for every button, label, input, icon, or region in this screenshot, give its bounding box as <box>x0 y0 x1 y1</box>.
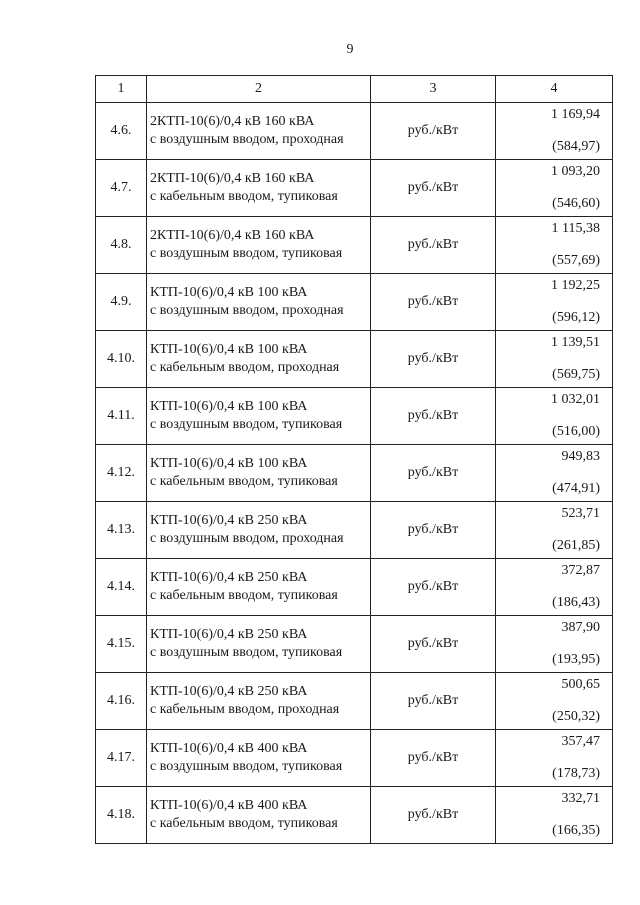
item-description-line1: КТП-10(6)/0,4 кВ 250 кВА <box>150 684 308 699</box>
item-price-value: 387,90 <box>561 620 600 635</box>
table-row <box>96 331 613 388</box>
item-price-alt-value: (186,43) <box>552 595 600 610</box>
table-row <box>96 160 613 217</box>
item-description <box>147 616 371 673</box>
item-description-line1: 2КТП-10(6)/0,4 кВ 160 кВА <box>150 228 315 243</box>
page-number: 9 <box>346 42 354 57</box>
item-price <box>496 730 613 787</box>
item-price-alt-value: (516,00) <box>552 424 600 439</box>
item-number: 4.12. <box>96 445 147 502</box>
item-description-line2: с воздушным вводом, тупиковая <box>150 645 343 660</box>
item-price-value: 1 169,94 <box>551 107 600 122</box>
item-price <box>496 160 613 217</box>
table-row <box>96 673 613 730</box>
item-number: 4.16. <box>96 673 147 730</box>
item-price-alt-value: (474,91) <box>552 481 600 496</box>
item-description-line2: с кабельным вводом, тупиковая <box>150 474 338 489</box>
item-price <box>496 673 613 730</box>
table-header-row <box>96 76 613 103</box>
item-number: 4.11. <box>96 388 147 445</box>
item-description <box>147 160 371 217</box>
item-unit: руб./кВт <box>371 730 496 787</box>
item-number: 4.14. <box>96 559 147 616</box>
item-description-line2: с кабельным вводом, тупиковая <box>150 588 338 603</box>
item-number: 4.7. <box>96 160 147 217</box>
item-price <box>496 103 613 160</box>
item-price-value: 500,65 <box>561 677 600 692</box>
item-number: 4.15. <box>96 616 147 673</box>
item-price <box>496 616 613 673</box>
item-description-line1: КТП-10(6)/0,4 кВ 100 кВА <box>150 399 308 414</box>
table-row <box>96 217 613 274</box>
item-price-alt-value: (584,97) <box>552 139 600 154</box>
item-description-line2: с воздушным вводом, проходная <box>150 132 344 147</box>
item-number: 4.18. <box>96 787 147 844</box>
item-price <box>496 217 613 274</box>
item-unit: руб./кВт <box>371 787 496 844</box>
item-price-value: 332,71 <box>561 791 600 806</box>
item-description-line1: КТП-10(6)/0,4 кВ 100 кВА <box>150 456 308 471</box>
item-unit: руб./кВт <box>371 616 496 673</box>
item-description <box>147 274 371 331</box>
item-description-line2: с воздушным вводом, проходная <box>150 303 344 318</box>
item-price <box>496 274 613 331</box>
item-price <box>496 331 613 388</box>
item-price <box>496 445 613 502</box>
item-unit: руб./кВт <box>371 217 496 274</box>
item-description-line1: 2КТП-10(6)/0,4 кВ 160 кВА <box>150 114 315 129</box>
item-price-alt-value: (261,85) <box>552 538 600 553</box>
item-unit: руб./кВт <box>371 388 496 445</box>
item-number: 4.8. <box>96 217 147 274</box>
item-price <box>496 502 613 559</box>
item-description-line1: КТП-10(6)/0,4 кВ 400 кВА <box>150 741 308 756</box>
item-unit: руб./кВт <box>371 559 496 616</box>
item-description-line2: с кабельным вводом, тупиковая <box>150 189 338 204</box>
item-unit: руб./кВт <box>371 103 496 160</box>
item-price-alt-value: (250,32) <box>552 709 600 724</box>
item-price-value: 1 115,38 <box>551 221 600 236</box>
item-price-alt-value: (546,60) <box>552 196 600 211</box>
item-description <box>147 331 371 388</box>
item-number: 4.17. <box>96 730 147 787</box>
item-number: 4.13. <box>96 502 147 559</box>
item-description-line2: с воздушным вводом, тупиковая <box>150 246 343 261</box>
item-number: 4.9. <box>96 274 147 331</box>
table-row <box>96 388 613 445</box>
item-description-line2: с кабельным вводом, проходная <box>150 702 340 717</box>
item-description-line2: с воздушным вводом, тупиковая <box>150 759 343 774</box>
item-price-value: 1 192,25 <box>551 278 600 293</box>
table-row <box>96 616 613 673</box>
item-description <box>147 445 371 502</box>
item-description <box>147 388 371 445</box>
item-description <box>147 787 371 844</box>
item-description <box>147 103 371 160</box>
header-cell-2: 2 <box>147 76 371 103</box>
item-description-line1: КТП-10(6)/0,4 кВ 100 кВА <box>150 285 308 300</box>
header-cell-3: 3 <box>371 76 496 103</box>
item-description-line2: с воздушным вводом, тупиковая <box>150 417 343 432</box>
item-price-alt-value: (193,95) <box>552 652 600 667</box>
item-unit: руб./кВт <box>371 445 496 502</box>
table-row <box>96 103 613 160</box>
item-price-alt-value: (178,73) <box>552 766 600 781</box>
table-row <box>96 445 613 502</box>
item-description <box>147 559 371 616</box>
item-description-line2: с кабельным вводом, проходная <box>150 360 340 375</box>
item-description-line1: КТП-10(6)/0,4 кВ 250 кВА <box>150 570 308 585</box>
item-price <box>496 787 613 844</box>
item-description-line1: КТП-10(6)/0,4 кВ 250 кВА <box>150 627 308 642</box>
item-price <box>496 388 613 445</box>
item-unit: руб./кВт <box>371 502 496 559</box>
item-price-alt-value: (596,12) <box>552 310 600 325</box>
item-number: 4.6. <box>96 103 147 160</box>
item-price <box>496 559 613 616</box>
item-price-alt-value: (569,75) <box>552 367 600 382</box>
item-description <box>147 673 371 730</box>
tariff-table <box>95 75 613 844</box>
item-description-line1: КТП-10(6)/0,4 кВ 400 кВА <box>150 798 308 813</box>
table-row <box>96 787 613 844</box>
item-price-value: 1 032,01 <box>551 392 600 407</box>
item-price-value: 949,83 <box>561 449 600 464</box>
item-unit: руб./кВт <box>371 331 496 388</box>
item-description-line1: КТП-10(6)/0,4 кВ 100 кВА <box>150 342 308 357</box>
item-description <box>147 502 371 559</box>
item-description-line1: 2КТП-10(6)/0,4 кВ 160 кВА <box>150 171 315 186</box>
item-price-value: 523,71 <box>561 506 600 521</box>
item-unit: руб./кВт <box>371 673 496 730</box>
item-description <box>147 217 371 274</box>
item-description-line2: с воздушным вводом, проходная <box>150 531 344 546</box>
item-number: 4.10. <box>96 331 147 388</box>
item-unit: руб./кВт <box>371 274 496 331</box>
table-row <box>96 559 613 616</box>
item-price-value: 357,47 <box>561 734 600 749</box>
table-row <box>96 502 613 559</box>
item-unit: руб./кВт <box>371 160 496 217</box>
header-cell-4: 4 <box>496 76 613 103</box>
item-description-line1: КТП-10(6)/0,4 кВ 250 кВА <box>150 513 308 528</box>
item-price-value: 1 139,51 <box>551 335 600 350</box>
table-row <box>96 274 613 331</box>
item-description <box>147 730 371 787</box>
item-price-alt-value: (166,35) <box>552 823 600 838</box>
item-price-alt-value: (557,69) <box>552 253 600 268</box>
item-price-value: 372,87 <box>561 563 600 578</box>
header-cell-1: 1 <box>96 76 147 103</box>
table-row <box>96 730 613 787</box>
item-price-value: 1 093,20 <box>551 164 600 179</box>
item-description-line2: с кабельным вводом, тупиковая <box>150 816 338 831</box>
